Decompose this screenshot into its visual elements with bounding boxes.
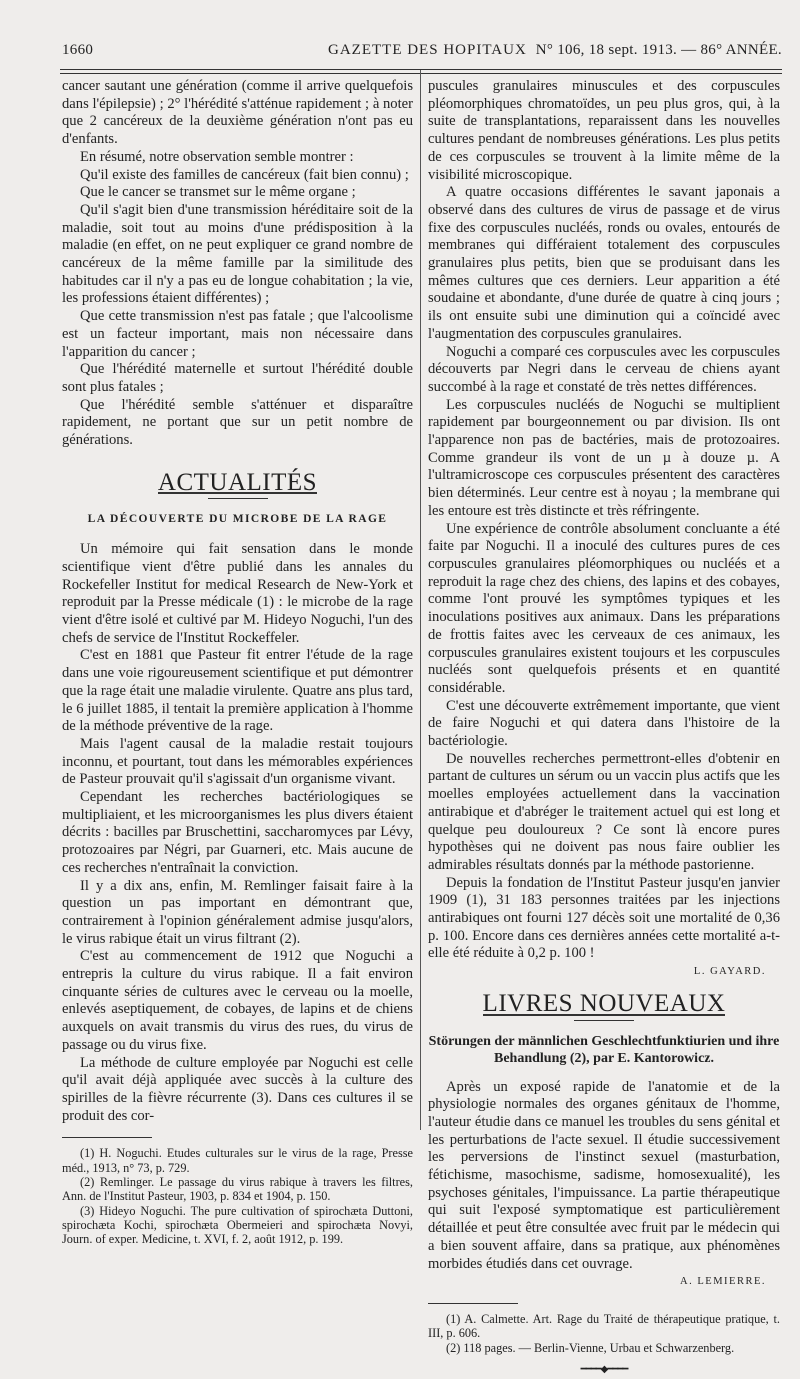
paragraph: Que le cancer se transmet sur le même organe ; bbox=[80, 184, 356, 201]
footnote-rule bbox=[428, 1303, 518, 1304]
issue-info: N° 106, 18 sept. 1913. — 86° ANNÉE. bbox=[535, 42, 782, 58]
footnote: (1) H. Noguchi. Etudes culturales sur le virus de la rage, Presse méd., 1913, n° 73, p. 729. bbox=[62, 1146, 413, 1175]
section-title-actualites: ACTUALITÉS bbox=[157, 468, 318, 496]
column-divider bbox=[420, 70, 421, 1130]
paragraph: Que cette transmission n'est pas fatale ; que l'alcoolisme est un facteur important, mais non nécessaire dans l'apparition du cancer ; bbox=[62, 308, 413, 360]
page-number: 1660 bbox=[62, 42, 94, 58]
paragraph: Les corpuscules nucléés de Noguchi se multiplient rapidement par bourgeonnement ou par division. Ils ont l'apparence non pas de bactéries, mais de protozoaires. Comme grandeur ils vont de un µ à douze µ. A l'ultramicroscope ces corpuscules présentent des caractères bien déterminés. Leur centre est à noyau ; la membrane qui les entoure est très distincte et très réfringente. bbox=[428, 396, 780, 519]
footnote: (2) Remlinger. Le passage du virus rabique à travers les filtres, Ann. de l'Institut Pasteur, 1903, p. 834 et 1904, p. 150. bbox=[62, 1174, 413, 1204]
paragraph: Cependant les recherches bactériologiques se multipliaient, et les microorganismes les plus divers étaient décrits : bacilles par Bruschettini, saccharomyces par Lévy, protozoaires par Négri, par Guarneri, etc. Mais aucune de ces recherches n'entraînait la conviction. bbox=[62, 789, 413, 876]
paragraph: Qu'il s'agit bien d'une transmission héréditaire soit de la maladie, soit tout au moins d'une prédisposition à la maladie (en effet, on ne peut expliquer ce grand nombre de cancéreux de la même famille par la similitude des habitudes car il n'y a pas eu de longue cohabitation ; la vie, les professions étaient différentes) ; bbox=[62, 201, 413, 307]
paragraph: C'est au commencement de 1912 que Noguchi a entrepris la culture du virus rabique. Il a fait environ cinquante séries de cultures avec le cerveau ou la moelle, enlevés aseptiquement, de cobayes, de lapins et de chiens auxquels on avait transmis du virus des rues, du virus de passage ou du virus fixe. bbox=[62, 948, 413, 1053]
paragraph: Que l'hérédité maternelle et surtout l'hérédité double sont plus fatales ; bbox=[62, 361, 413, 395]
paragraph: A quatre occasions différentes le savant japonais a observé dans des cultures de virus de passage et de virus fixe des corpuscules nucléés, ronds ou ovales, entourés de membranes qui différaient totalement des corpuscules granulaires plus petits, bien que se produisant dans les mêmes cultures que ces derniers. Leur apparition a été soudaine et abondante, d'une durée de quatre à cinq jours ; ils ont ensuite subi une diminution qui a coïncidé avec l'augmentation des corpuscules granulaires. bbox=[428, 184, 780, 342]
footnote: (2) 118 pages. — Berlin-Vienne, Urbau et Schwarzenberg. bbox=[446, 1340, 735, 1355]
book-title: Störungen der männlichen Geschlechtfunktiurien und ihre Behandlung (2), par E. Kantorowicz. bbox=[428, 1033, 780, 1066]
paragraph: Que l'hérédité semble s'atténuer et disparaître rapidement, ne portant que sur un petit nombre de générations. bbox=[62, 396, 413, 449]
paragraph: C'est une découverte extrêmement importante, que vient de faire Noguchi et qui datera dans l'histoire de la bactériologie. bbox=[428, 697, 780, 750]
page-header bbox=[62, 39, 782, 63]
footnote-rule bbox=[62, 1137, 152, 1138]
paragraph: Un mémoire qui fait sensation dans le monde scientifique vient d'être publié dans les annales du Rockefeller Institut for medical Research de New-York et reproduit par la Presse médicale (1) : le microbe de la rage vient d'être isolé et cultivé par M. Hideyo Noguchi, l'un des chefs de service de l'Institut Rockeffeler. bbox=[62, 541, 413, 646]
ornament-divider: ━━━━◆━━━━ bbox=[580, 1363, 628, 1375]
left-column bbox=[62, 78, 413, 1246]
header-rule bbox=[60, 69, 782, 70]
paragraph: cancer sautant une génération (comme il arrive quelquefois dans l'épilepsie) ; 2° l'hérédité s'atténue rapidement ; à noter que 2 cancéreux de la deuxième génération n'ont pas eu d'enfants. bbox=[62, 78, 413, 148]
section-underline bbox=[574, 1020, 634, 1021]
book-signature: A. LEMIERRE. bbox=[680, 1276, 766, 1288]
section-underline bbox=[208, 498, 268, 499]
paragraph: Noguchi a comparé ces corpuscules avec les corpuscules découverts par Negri dans le cerveau de chiens ayant succombé à la rage et constaté de très nettes différences. bbox=[428, 343, 780, 395]
paragraph: De nouvelles recherches permettront-elles d'obtenir en partant de cultures un sérum ou un vaccin plus actifs que les moelles employées actuellement dans la vaccination antirabique et d'abréger le traitement actuel qui est long et quelque peu douloureux ? Ce sont là encore pures hypothèses qui ne doivent pas nous faire oublier les admirables résultats donnés par la méthode pastorienne. bbox=[428, 750, 780, 873]
paragraph: C'est en 1881 que Pasteur fit entrer l'étude de la rage dans une voie rigoureusement scientifique et put démontrer que la rage était une maladie virulente. Quatre ans plus tard, le 6 juillet 1885, il tentait la première application à l'homme de la méthode préventive de la rage. bbox=[62, 647, 413, 735]
paragraph: En résumé, notre observation semble montrer : bbox=[80, 148, 354, 165]
paragraph: Une expérience de contrôle absolument concluante a été faite par Noguchi. Il a inoculé des cultures pures de ces corpuscules granulaires pléomorphiques ou nucléés et a reproduit la rage chez des chiens, des lapins et des cobayes, comme l'ont prouvé les symptômes typiques et les inoculations positives aux animaux. Dans les préparations de frottis faites avec les cerveaux de ces animaux, les corpuscules granulaires existent toujours et les corpuscules nucléés sont quelquefois présents et en quantité considérable. bbox=[428, 520, 780, 696]
header-rule-double bbox=[60, 73, 782, 74]
article-signature: L. GAYARD. bbox=[693, 966, 766, 978]
paragraph: Qu'il existe des familles de cancéreux (fait bien connu) ; bbox=[80, 166, 409, 183]
footnote: (1) A. Calmette. Art. Rage du Traité de thérapeutique pratique, t. III, p. 606. bbox=[428, 1312, 780, 1341]
paragraph: Il y a dix ans, enfin, M. Remlinger faisait faire à la question un pas important en démontrant que, contrairement à l'opinion généralement admise jusqu'alors, le virus rabique était un virus filtrant (2). bbox=[62, 877, 413, 947]
paragraph: puscules granulaires minuscules et des corpuscules pléomorphiques chromatoïdes, un peu plus gros, qui, à la suite de transplantations, reparaissent dans les nouvelles cultures pendant de nombreuses générations. Les plus petits de ces corpuscules se trouvent à la limite même de la visibilité microscopique. bbox=[428, 78, 780, 183]
paragraph: Depuis la fondation de l'Institut Pasteur jusqu'en janvier 1909 (1), 31 183 personnes traitées par les injections antirabiques ont fourni 127 décès soit une mortalité de 0,36 p. 100. Encore dans ces dernières années cette mortalité a-t-elle été réduite à 0,2 p. 100 ! bbox=[428, 874, 780, 962]
paragraph: Après un exposé rapide de l'anatomie et de la physiologie normales des organes génitaux de l'homme, l'auteur étudie dans ce manuel les troubles du sens génital et les perturbations de l'acte sexuel. Il étudie successivement les perversions de l'instinct sexuel (masturbation, fétichisme, masochisme, sadisme, homosexualité), les psychoses génitales, l'impuissance. La partie thérapeutique qui suit l'exposé symptomatique est particulièrement détaillée et peut être consultée avec fruit par le médecin qui a bien souvent affaire, dans sa pratique, aux phénomènes morbides étudiés dans cet ouvrage. bbox=[428, 1078, 780, 1272]
paragraph: Mais l'agent causal de la maladie restait toujours inconnu, et pourtant, tout dans les mémorables expériences de Pasteur prouvait qu'il s'agissait d'un organisme vivant. bbox=[62, 735, 413, 788]
right-column bbox=[428, 78, 780, 1379]
paragraph: La méthode de culture employée par Noguchi est celle qu'il avait déjà appliquée avec succès à la culture des spirilles de la fièvre récurrente (3). Dans ces cultures il se produit des cor- bbox=[62, 1054, 413, 1124]
journal-title: GAZETTE DES HOPITAUX bbox=[328, 42, 527, 58]
footnote: (3) Hideyo Noguchi. The pure cultivation of spirochæta Duttoni, spirochæta Kochi, spirochæta Obermeieri and spirochæta Novyi, Journ. of exper. Medicine, t. XVI, f. 2, août 1912, p. 199. bbox=[62, 1203, 413, 1247]
article-title: LA DÉCOUVERTE DU MICROBE DE LA RAGE bbox=[87, 513, 388, 526]
section-title-livres: LIVRES NOUVEAUX bbox=[482, 989, 726, 1017]
